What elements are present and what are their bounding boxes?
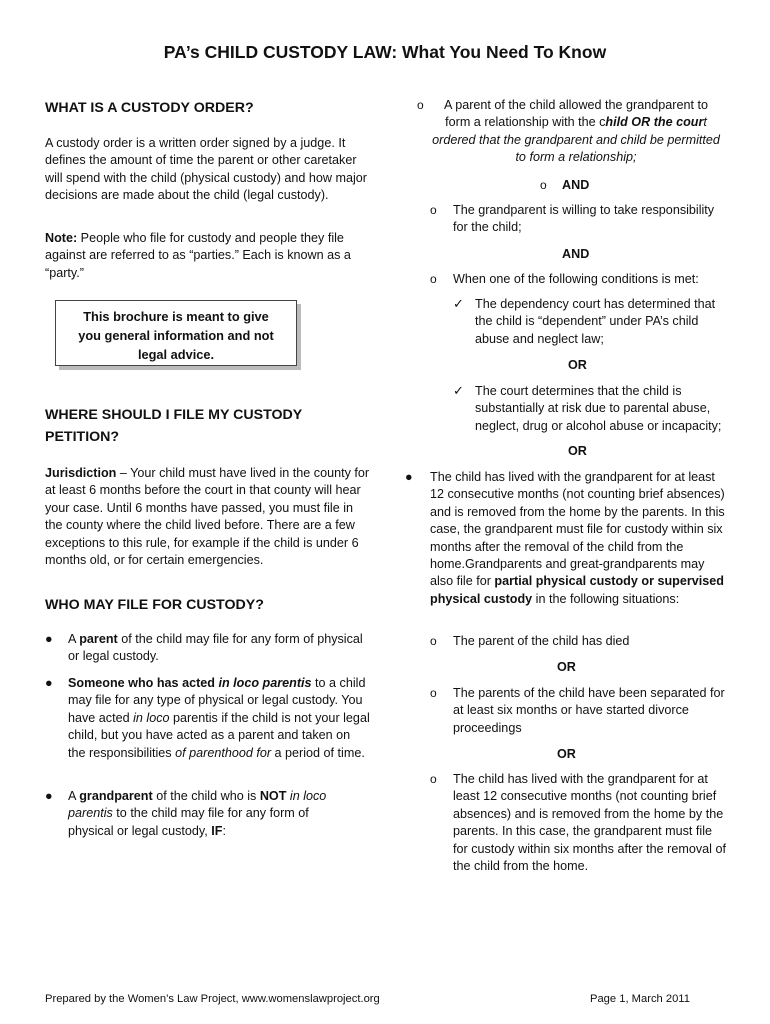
footer-credit: Prepared by the Women’s Law Project, www.womenslawproject.org: [45, 993, 380, 1005]
and-label: AND: [562, 247, 590, 261]
situation-lived-12-months: The child has lived with the grandparent for at least 12 consecutive months (not counting brief absences) and is removed from the home by the parents. In this case, the grandparent must file for custody within six months after the removal of the child from the home.: [453, 772, 726, 874]
situation-parent-died: The parent of the child has died: [453, 634, 630, 648]
and-label: AND: [562, 178, 590, 192]
jurisdiction-text: – Your child must have lived in the county for at least 6 months before the court in that county will hear your case. Until 6 months have passed, you must file in the county where the child lived before. There are a few exceptions to this rule, for example if the child is under 6 months old, or for certain emergencies.: [45, 466, 370, 568]
grandparent-condition-responsibility: The grandparent is willing to take responsibility for the child;: [453, 203, 715, 235]
grandparent-condition-met: When one of the following conditions is met:: [453, 272, 699, 286]
bullet-icon: ●: [45, 632, 53, 646]
circle-bullet-icon: o: [430, 772, 437, 786]
note-text: People who file for custody and people they file against are referred to as “parties.” Each is known as a “party.”: [45, 231, 351, 280]
bullet-icon: ●: [405, 470, 413, 484]
custody-order-paragraph: A custody order is a written order signed by a judge. It defines the amount of time the parent or other caretaker will spend with the child (physical custody) and how major decisions are made about the child (legal custody).: [45, 136, 367, 203]
footer-page-number: Page 1, March 2011: [590, 993, 690, 1005]
checkmark-icon: ✓: [453, 383, 464, 398]
disclaimer-box: [55, 300, 297, 366]
heading-who-may-file: WHO MAY FILE FOR CUSTODY?: [45, 597, 264, 613]
bullet-icon: ●: [45, 676, 53, 690]
or-label: OR: [557, 660, 576, 674]
circle-bullet-icon: o: [430, 203, 437, 217]
heading-where-file: WHERE SHOULD I FILE MY CUSTODY PETITION?: [45, 407, 302, 445]
or-label: OR: [557, 747, 576, 761]
condition-dependency: The dependency court has determined that the child is “dependent” under PA’s child abuse and neglect law;: [475, 297, 716, 346]
page-title: PA’s CHILD CUSTODY LAW: What You Need To Know: [163, 42, 607, 62]
note-paragraph: [45, 230, 371, 282]
condition-risk: The court determines that the child is substantially at risk due to parental abuse, neglect, drug or alcohol abuse or incapacity;: [475, 384, 722, 433]
bullet-icon: ●: [45, 789, 53, 803]
or-label: OR: [568, 358, 587, 372]
checkmark-icon: ✓: [453, 296, 464, 311]
heading-custody-order: WHAT IS A CUSTODY ORDER?: [45, 100, 254, 116]
circle-bullet-icon: o: [540, 178, 547, 192]
jurisdiction-paragraph: [45, 465, 371, 569]
circle-bullet-icon: o: [430, 686, 437, 700]
grandparent-condition-relationship: A parent of the child allowed the grandparent to form a relationship with the child OR the court ordered that the grandparent and child be permitted to form a relationship;: [432, 98, 720, 165]
grandparent-lived-with-child: The child has lived with the grandparent for at least 12 consecutive months (not counting brief absences) and is removed from the home by the parents. In this case, the grandparent must file for custody within six months after the removal of the child from the home.Grandparents and great-grandparents may also file for partial physical custody or supervised physical custody in the following situations:: [430, 470, 725, 606]
circle-bullet-icon: o: [417, 98, 424, 112]
situation-separated: The parents of the child have been separated for at least six months or have started divorce proceedings: [453, 686, 725, 735]
circle-bullet-icon: o: [430, 272, 437, 286]
jurisdiction-label: Jurisdiction: [45, 466, 117, 480]
or-label: OR: [568, 444, 587, 458]
note-label: Note:: [45, 231, 78, 245]
circle-bullet-icon: o: [430, 634, 437, 648]
disclaimer-text: This brochure is meant to give you general information and not legal advice.: [78, 309, 274, 362]
